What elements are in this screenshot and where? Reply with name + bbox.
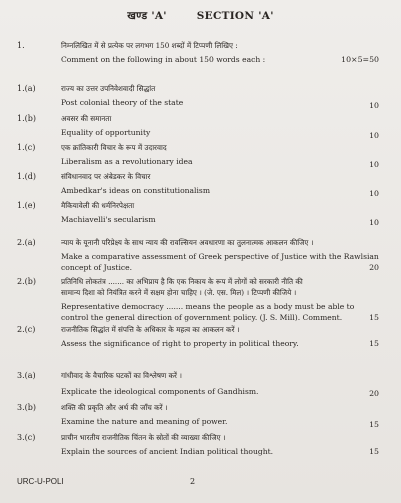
question-text-hindi: संविधानवाद पर अंबेडकर के विचार [61, 172, 151, 181]
question-text-english: Machiavelli's secularism [61, 215, 156, 224]
question-number: 3.(c) [17, 433, 36, 442]
question-text-english: Assess the significance of right to property in political theory. [61, 339, 299, 348]
question-text-hindi: एक क्रांतिकारी विचार के रूप में उदारवाद [61, 143, 167, 152]
question-number: 1.(a) [17, 84, 36, 93]
question-marks: 10 [369, 218, 379, 227]
question-number: 1.(b) [17, 114, 36, 123]
question-text-english: Equality of opportunity [61, 128, 151, 137]
section-title-hindi: खण्ड 'A' [127, 10, 167, 22]
question-text-english-line-2: concept of Justice. [61, 263, 133, 272]
question-text-english: Explain the sources of ancient Indian political thought. [61, 447, 274, 456]
question-text-english: Examine the nature and meaning of power. [61, 417, 228, 426]
question-marks: 15 [369, 420, 379, 429]
question-text-english-line-1: Representative democracy ....... means the people as a body must be able to [61, 302, 355, 311]
question-text-english: Explicate the ideological components of Gandhism. [61, 387, 259, 396]
question-number: 1.(d) [17, 172, 36, 181]
question-text-english: Comment on the following in about 150 words each : [61, 55, 266, 64]
question-marks: 15 [369, 339, 379, 348]
question-text-hindi: अवसर की समानता [61, 114, 112, 123]
paper-code: URC-U-POLI [17, 477, 64, 486]
page-number: 2 [190, 477, 196, 486]
question-number: 1.(c) [17, 143, 36, 152]
section-title-english: SECTION 'A' [196, 10, 274, 22]
question-marks: 20 [369, 263, 379, 272]
question-text-english-line-2: control the general direction of government policy. (J. S. Mill). Comment. [61, 313, 343, 322]
question-marks: 15 [369, 313, 379, 322]
question-marks: 10×5=50 [341, 55, 379, 64]
question-text-hindi: शक्ति की प्रकृति और अर्थ की जाँच करें । [61, 403, 168, 412]
question-text-hindi: न्याय के यूनानी परिप्रेक्ष्य के साथ न्याय की रावल्सियन अवधारणा का तुलनात्मक आकलन कीजिए । [61, 238, 314, 247]
question-number: 2.(a) [17, 238, 36, 247]
question-text-hindi: निम्नलिखित में से प्रत्येक पर लगभग 150 शब्दों में टिप्पणी लिखिए : [61, 41, 238, 50]
question-marks: 10 [369, 160, 379, 169]
question-number: 2.(b) [17, 277, 36, 286]
question-text-hindi-line-2: सामान्य दिशा को नियंत्रित करने में सक्षम होना चाहिए । (जे. एस. मिल) । टिप्पणी कीजिये । [61, 288, 297, 297]
question-text-english: Post colonial theory of the state [61, 98, 184, 107]
question-marks: 10 [369, 189, 379, 198]
section-title [0, 9, 401, 23]
question-marks: 20 [369, 389, 379, 398]
question-text-hindi-line-1: प्रतिनिधि लोकतंत्र ....... का अभिप्राय है कि एक निकाय के रूप में लोगों को सरकारी नीति की [61, 277, 303, 286]
question-text-hindi: प्राचीन भारतीय राजनीतिक चिंतन के स्रोतों की व्याख्या कीजिए । [61, 433, 226, 442]
question-marks: 15 [369, 447, 379, 456]
question-number: 2.(c) [17, 325, 36, 334]
question-text-english: Ambedkar's ideas on constitutionalism [61, 186, 211, 195]
question-text-hindi: मैकियावेली की धर्मनिरपेक्षता [61, 201, 135, 210]
question-marks: 10 [369, 131, 379, 140]
question-text-hindi: राजनीतिक सिद्धांत में संपत्ति के अधिकार के महत्व का आकलन करें । [61, 325, 240, 334]
question-text-english: Liberalism as a revolutionary idea [61, 157, 193, 166]
question-number: 1. [17, 41, 25, 50]
question-number: 3.(a) [17, 371, 36, 380]
question-text-hindi: राज्य का उत्तर उपनिवेशवादी सिद्धांत [61, 84, 156, 93]
question-text-english-line-1: Make a comparative assessment of Greek perspective of Justice with the Rawlsian [61, 252, 379, 261]
question-marks: 10 [369, 101, 379, 110]
question-number: 1.(e) [17, 201, 36, 210]
question-number: 3.(b) [17, 403, 36, 412]
question-text-hindi: गांधीवाद के वैचारिक घटकों का विश्लेषण करें । [61, 371, 182, 380]
